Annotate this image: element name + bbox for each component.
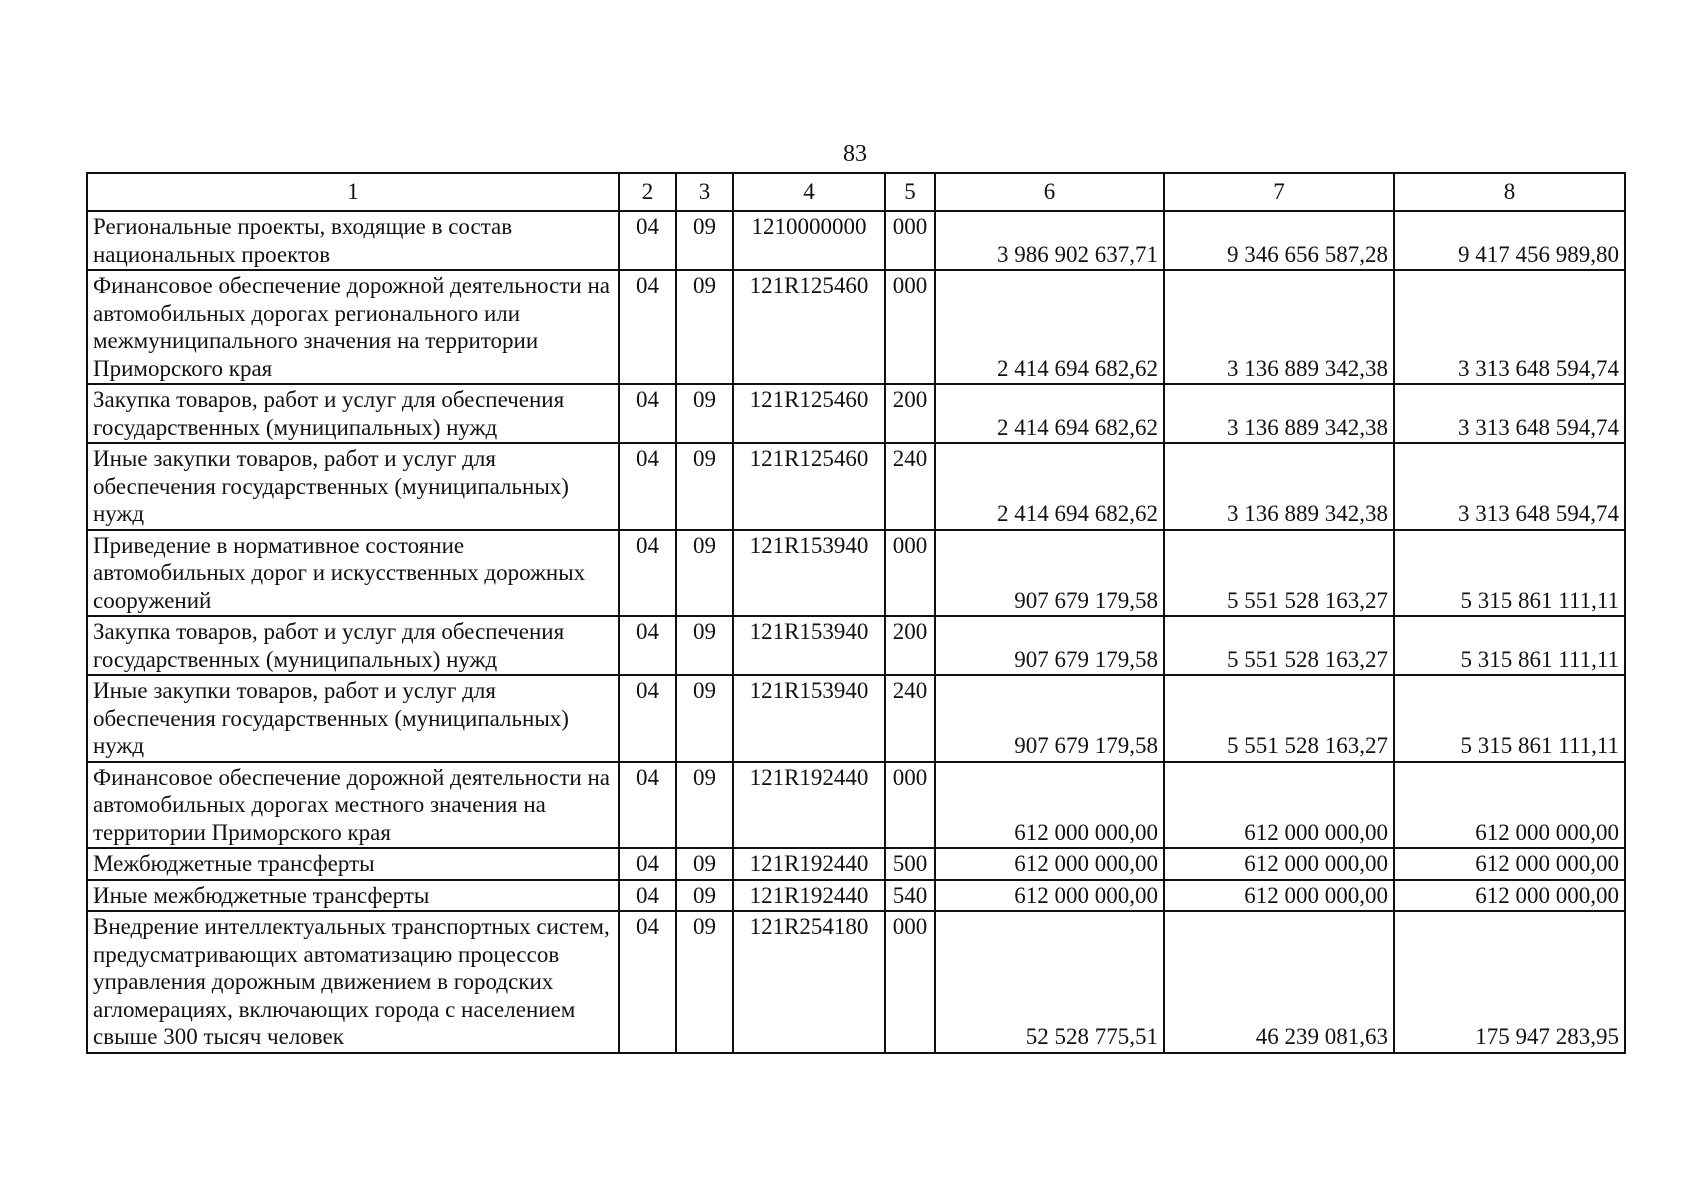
amount-col7-cell: 612 000 000,00 (1164, 848, 1394, 880)
target-code-cell: 121R153940 (733, 675, 885, 762)
table-row (87, 530, 1625, 617)
expense-type-cell: 540 (885, 880, 935, 912)
subsection-code-cell: 09 (676, 530, 733, 617)
amount-col7-cell: 9 346 656 587,28 (1164, 211, 1394, 270)
amount-col8-cell: 175 947 283,95 (1394, 911, 1625, 1053)
amount-col6-cell: 2 414 694 682,62 (935, 443, 1164, 530)
amount-col7-cell: 3 136 889 342,38 (1164, 443, 1394, 530)
amount-col8-cell: 5 315 861 111,11 (1394, 675, 1625, 762)
table-row (87, 616, 1625, 675)
amount-col6-cell: 612 000 000,00 (935, 880, 1164, 912)
expense-type-cell: 000 (885, 211, 935, 270)
section-code-cell: 04 (619, 616, 676, 675)
target-code-cell: 121R125460 (733, 443, 885, 530)
header-cell: 4 (733, 173, 885, 211)
amount-col6-cell: 2 414 694 682,62 (935, 270, 1164, 384)
amount-col8-cell: 3 313 648 594,74 (1394, 443, 1625, 530)
section-code-cell: 04 (619, 762, 676, 849)
amount-col6-cell: 2 414 694 682,62 (935, 384, 1164, 443)
table-row (87, 848, 1625, 880)
table-row (87, 880, 1625, 912)
section-code-cell: 04 (619, 880, 676, 912)
subsection-code-cell: 09 (676, 848, 733, 880)
expense-type-cell: 500 (885, 848, 935, 880)
header-row (87, 173, 1625, 211)
expense-type-cell: 000 (885, 911, 935, 1053)
target-code-cell: 121R125460 (733, 384, 885, 443)
amount-col8-cell: 612 000 000,00 (1394, 762, 1625, 849)
subsection-code-cell: 09 (676, 211, 733, 270)
amount-col8-cell: 612 000 000,00 (1394, 848, 1625, 880)
amount-col8-cell: 5 315 861 111,11 (1394, 530, 1625, 617)
row-name-cell: Закупка товаров, работ и услуг для обеспечения государственных (муниципальных) нужд (87, 616, 619, 675)
header-cell: 2 (619, 173, 676, 211)
amount-col8-cell: 3 313 648 594,74 (1394, 384, 1625, 443)
expense-type-cell: 000 (885, 762, 935, 849)
amount-col7-cell: 612 000 000,00 (1164, 880, 1394, 912)
amount-col7-cell: 3 136 889 342,38 (1164, 270, 1394, 384)
expense-type-cell: 200 (885, 384, 935, 443)
amount-col6-cell: 907 679 179,58 (935, 616, 1164, 675)
target-code-cell: 121R254180 (733, 911, 885, 1053)
subsection-code-cell: 09 (676, 675, 733, 762)
section-code-cell: 04 (619, 848, 676, 880)
subsection-code-cell: 09 (676, 616, 733, 675)
budget-table (86, 172, 1626, 1054)
expense-type-cell: 000 (885, 270, 935, 384)
amount-col6-cell: 907 679 179,58 (935, 675, 1164, 762)
target-code-cell: 121R192440 (733, 880, 885, 912)
target-code-cell: 121R125460 (733, 270, 885, 384)
amount-col7-cell: 5 551 528 163,27 (1164, 616, 1394, 675)
table-row (87, 911, 1625, 1053)
amount-col6-cell: 52 528 775,51 (935, 911, 1164, 1053)
target-code-cell: 1210000000 (733, 211, 885, 270)
section-code-cell: 04 (619, 675, 676, 762)
row-name-cell: Закупка товаров, работ и услуг для обеспечения государственных (муниципальных) нужд (87, 384, 619, 443)
subsection-code-cell: 09 (676, 762, 733, 849)
amount-col7-cell: 612 000 000,00 (1164, 762, 1394, 849)
target-code-cell: 121R192440 (733, 762, 885, 849)
table-row (87, 443, 1625, 530)
amount-col8-cell: 3 313 648 594,74 (1394, 270, 1625, 384)
section-code-cell: 04 (619, 384, 676, 443)
section-code-cell: 04 (619, 443, 676, 530)
amount-col6-cell: 3 986 902 637,71 (935, 211, 1164, 270)
expense-type-cell: 240 (885, 675, 935, 762)
section-code-cell: 04 (619, 270, 676, 384)
subsection-code-cell: 09 (676, 443, 733, 530)
expense-type-cell: 200 (885, 616, 935, 675)
amount-col6-cell: 907 679 179,58 (935, 530, 1164, 617)
target-code-cell: 121R153940 (733, 530, 885, 617)
header-cell: 6 (935, 173, 1164, 211)
row-name-cell: Иные межбюджетные трансферты (87, 880, 619, 912)
row-name-cell: Финансовое обеспечение дорожной деятельности на автомобильных дорогах местного значения на территории Приморского края (87, 762, 619, 849)
row-name-cell: Иные закупки товаров, работ и услуг для обеспечения государственных (муниципальных) нужд (87, 443, 619, 530)
subsection-code-cell: 09 (676, 384, 733, 443)
table-row (87, 675, 1625, 762)
target-code-cell: 121R153940 (733, 616, 885, 675)
table-row (87, 270, 1625, 384)
header-cell: 7 (1164, 173, 1394, 211)
amount-col7-cell: 46 239 081,63 (1164, 911, 1394, 1053)
row-name-cell: Финансовое обеспечение дорожной деятельности на автомобильных дорогах регионального или межмуниципального значения на территории Приморского края (87, 270, 619, 384)
section-code-cell: 04 (619, 211, 676, 270)
expense-type-cell: 240 (885, 443, 935, 530)
amount-col8-cell: 612 000 000,00 (1394, 880, 1625, 912)
row-name-cell: Внедрение интеллектуальных транспортных систем, предусматривающих автоматизацию процессов управления дорожным движением в городских агломерациях, включающих города с населением свыше 300 тысяч человек (87, 911, 619, 1053)
amount-col7-cell: 3 136 889 342,38 (1164, 384, 1394, 443)
amount-col6-cell: 612 000 000,00 (935, 762, 1164, 849)
row-name-cell: Межбюджетные трансферты (87, 848, 619, 880)
table-row (87, 211, 1625, 270)
header-cell: 3 (676, 173, 733, 211)
table-row (87, 384, 1625, 443)
amount-col8-cell: 5 315 861 111,11 (1394, 616, 1625, 675)
subsection-code-cell: 09 (676, 270, 733, 384)
table-row (87, 762, 1625, 849)
expense-type-cell: 000 (885, 530, 935, 617)
row-name-cell: Иные закупки товаров, работ и услуг для обеспечения государственных (муниципальных) нужд (87, 675, 619, 762)
row-name-cell: Региональные проекты, входящие в состав национальных проектов (87, 211, 619, 270)
page-number: 83 (843, 141, 867, 167)
section-code-cell: 04 (619, 530, 676, 617)
amount-col7-cell: 5 551 528 163,27 (1164, 530, 1394, 617)
header-cell: 1 (87, 173, 619, 211)
amount-col8-cell: 9 417 456 989,80 (1394, 211, 1625, 270)
amount-col6-cell: 612 000 000,00 (935, 848, 1164, 880)
row-name-cell: Приведение в нормативное состояние автомобильных дорог и искусственных дорожных сооружений (87, 530, 619, 617)
section-code-cell: 04 (619, 911, 676, 1053)
target-code-cell: 121R192440 (733, 848, 885, 880)
header-cell: 5 (885, 173, 935, 211)
header-cell: 8 (1394, 173, 1625, 211)
subsection-code-cell: 09 (676, 911, 733, 1053)
amount-col7-cell: 5 551 528 163,27 (1164, 675, 1394, 762)
subsection-code-cell: 09 (676, 880, 733, 912)
